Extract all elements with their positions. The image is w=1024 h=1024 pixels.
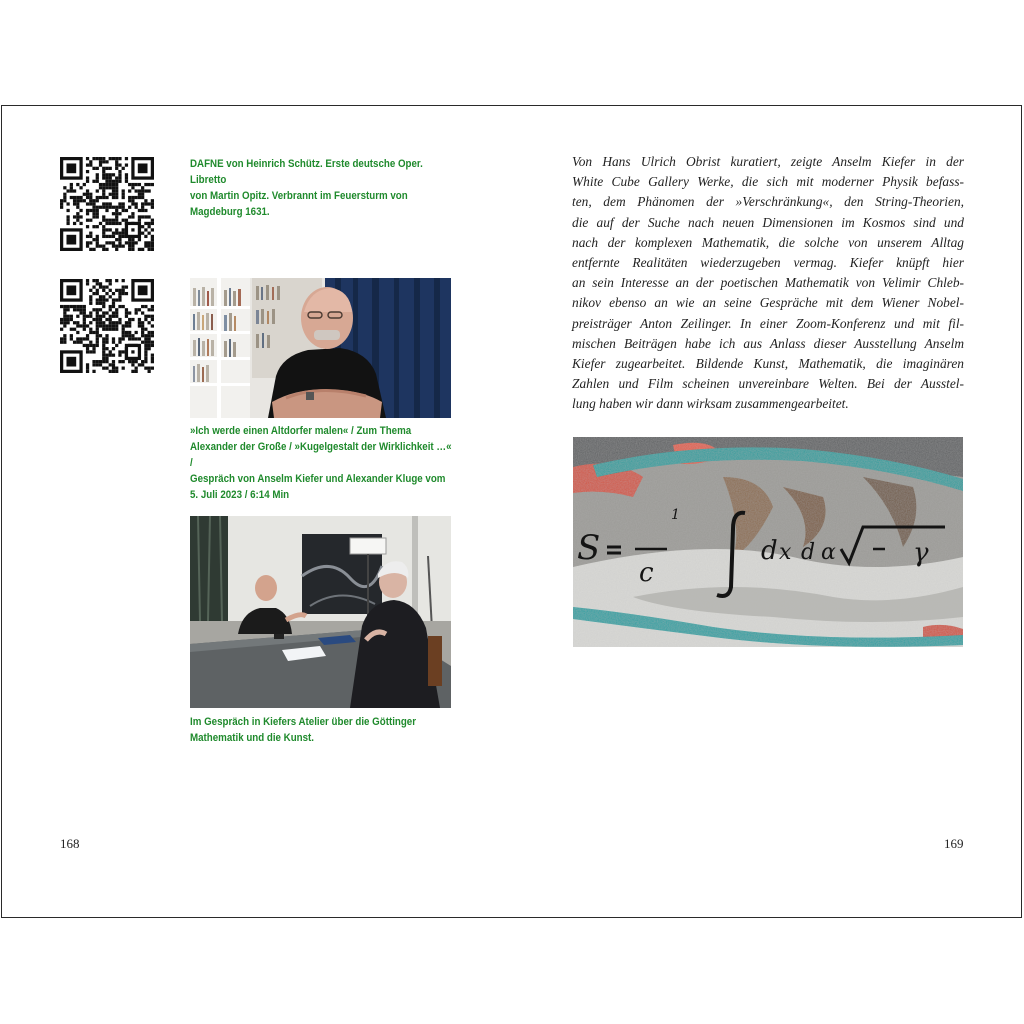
svg-text:S: S — [577, 528, 601, 568]
caption-line: »Ich werde einen Altdorfer malen« / Zum Thema — [190, 425, 412, 437]
caption-line: Alexander der Große / »Kugelgestalt der Wirklichkeit …« / — [190, 441, 452, 469]
caption-atelier — [190, 714, 457, 746]
artwork-formula-image — [573, 437, 963, 647]
caption-line: Mathematik und die Kunst. — [190, 732, 315, 744]
qr-code-icon — [60, 279, 154, 373]
svg-text:c: c — [639, 558, 654, 588]
photo-kiefer-portrait — [190, 278, 451, 418]
body-line: Von Hans Ulrich Obrist kuratiert, zeigte Anselm Kiefer in der — [572, 154, 964, 169]
body-line: nach der komplexen Mathematik, die solche von unserem Alltag — [572, 234, 964, 250]
body-line: White Cube Gallery Werke, die sich mit moderner Physik befass- — [572, 174, 964, 190]
body-line: Zahlen und Film scheinen unvereinbare Welten. Bei der Ausstel- — [572, 376, 964, 392]
svg-text:1: 1 — [671, 507, 680, 523]
body-line: preisträger Anton Zeilinger. In einer Zoom-Konferenz und mit fil- — [572, 315, 964, 331]
qr-code-icon — [60, 157, 154, 251]
body-line: an sein Interesse an der poetischen Mathematik von Velimir Chleb- — [572, 275, 964, 291]
body-line: Kiefer zugearbeitet. Bildende Kunst, Mathematik, die imaginären — [572, 356, 964, 372]
svg-text:α: α — [821, 540, 836, 565]
qr-code-interview[interactable] — [60, 279, 154, 373]
body-line: mischen Beiträgen habe ich aus Anlass dieser Ausstellung Anselm — [572, 335, 964, 351]
svg-text:x: x — [779, 540, 792, 565]
page-number-left: 168 — [60, 836, 80, 851]
caption-line: Im Gespräch in Kiefers Atelier über die Göttinger — [190, 716, 417, 728]
body-line: nikov ebenso an wie an seine Gespräche mit dem Wiener Nobel- — [572, 295, 964, 311]
svg-text:d: d — [761, 536, 778, 566]
page-number-right: 169 — [944, 836, 964, 851]
caption-line: DAFNE von Heinrich Schütz. Erste deutsche Oper. Libretto — [190, 158, 423, 186]
caption-dafne — [190, 156, 448, 220]
caption-line: Magdeburg 1631. — [190, 206, 270, 218]
body-line: entfernte Realitäten wiederzugeben vermag. Kiefer knüpft hier — [572, 255, 964, 271]
caption-line: Gespräch von Anselm Kiefer und Alexander Kluge vom — [190, 473, 446, 485]
body-line: lung haben wir dann wirksam zusammengearbeitet. — [572, 396, 849, 412]
body-line: die auf der Suche nach neuen Dimensionen im Kosmos sind und — [572, 214, 964, 230]
qr-code-dafne[interactable] — [60, 157, 154, 251]
body-text — [572, 152, 964, 415]
svg-text:d: d — [801, 540, 816, 565]
photo-atelier-conversation — [190, 516, 451, 708]
body-line: ten, dem Phänomen der »Verschränkung«, den String-Theorien, — [572, 194, 964, 210]
svg-text:γ: γ — [913, 538, 929, 568]
caption-line: von Martin Opitz. Verbrannt im Feuersturm von — [190, 190, 408, 202]
caption-interview — [190, 423, 457, 503]
caption-line: 5. Juli 2023 / 6:14 Min — [190, 489, 290, 501]
